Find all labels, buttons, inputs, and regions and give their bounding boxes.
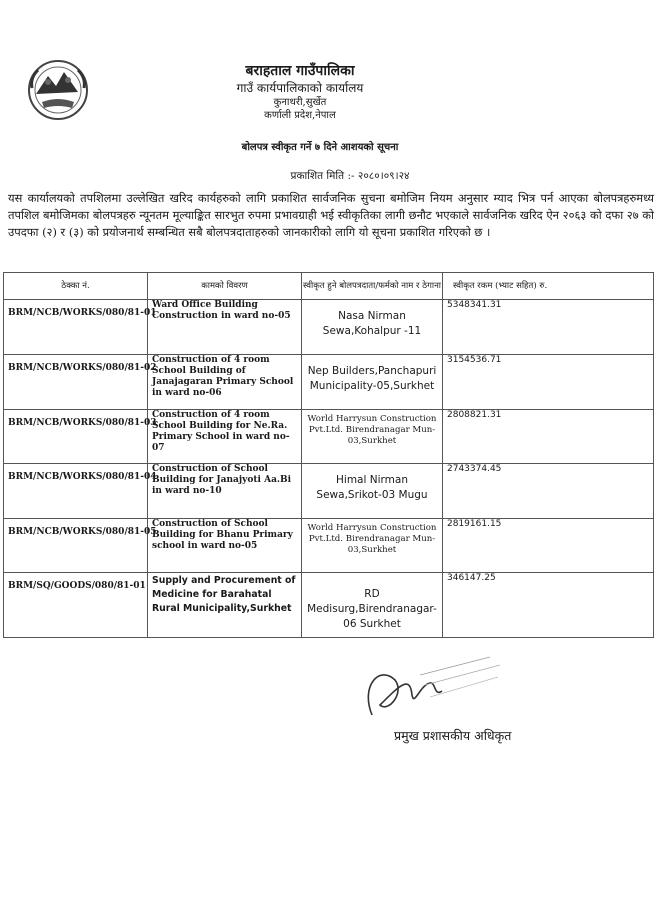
- contractor-name: World Harrysun Construction Pvt.Ltd. Birendranagar Mun-03,Surkhet: [302, 519, 443, 573]
- contractor-name: Nasa Nirman Sewa,Kohalpur -11: [302, 300, 443, 355]
- approved-amount: 2808821.31: [443, 410, 654, 464]
- work-description: Construction of 4 room School Building of Janajagaran Primary School in ward no-06: [148, 355, 302, 410]
- work-description: Construction of School Building for Janajyoti Aa.Bi in ward no-10: [148, 464, 302, 519]
- contractor-name: Nep Builders,Panchapuri Municipality-05,Surkhet: [302, 355, 443, 410]
- approved-amount: 2819161.15: [443, 519, 654, 573]
- table-header-row: [4, 273, 654, 300]
- office-name: गाउँ कार्यपालिकाको कार्यालय: [236, 81, 364, 95]
- table-row: [4, 355, 654, 410]
- contractor-name: World Harrysun Construction Pvt.Ltd. Birendranagar Mun-03,Surkhet: [302, 410, 443, 464]
- contract-ref: BRM/NCB/WORKS/080/81-04: [4, 464, 148, 519]
- approved-amount: 3154536.71: [443, 355, 654, 410]
- contract-ref: BRM/NCB/WORKS/080/81-03: [4, 410, 148, 464]
- table-row: [4, 573, 654, 638]
- work-description: Supply and Procurement of Medicine for Barahatal Rural Municipality,Surkhet: [148, 573, 302, 638]
- published-date: प्रकाशित मिति :- २०८०।०९।२४: [290, 170, 410, 182]
- header-contractor: स्वीकृत हुने बोलपत्रदाता/फर्मको नाम र ठेगाना: [302, 273, 443, 300]
- approved-amount: 2743374.45: [443, 464, 654, 519]
- contractor-name: RD Medisurg,Birendranagar-06 Surkhet: [302, 573, 443, 638]
- header-contract-no: ठेक्का नं.: [4, 273, 148, 300]
- contract-ref: BRM/NCB/WORKS/080/81-05: [4, 519, 148, 573]
- work-description: Construction of 4 room School Building for Ne.Ra. Primary School in ward no-07: [148, 410, 302, 464]
- signer-title: प्रमुख प्रशासकीय अधिकृत: [394, 728, 512, 743]
- table-row: [4, 300, 654, 355]
- office-province: कर्णाली प्रदेश,नेपाल: [264, 110, 336, 121]
- notice-title: बोलपत्र स्वीकृत गर्ने ७ दिने आशयको सूचना: [241, 142, 399, 153]
- notice-body: यस कार्यालयको तपशिलमा उल्लेखित खरिद कार्यहरुको लागि प्रकाशित सार्वजनिक सुचना बमोजिम नियम अनुसार म्याद भित्र पर्न आएका बोलपत्रहरुमध्य तपशिल बमोजिमका बोलपत्रहरु न्यूनतम मूल्याङ्कित सारभुत रुपमा प्रभावग्राही भई स्वीकृतिका लागी छनौट भएकाले सार्वजनिक खरिद ऐन २०६३ को दफा २७ को उपदफा (२) र (३) को प्रयोजनार्थ सम्बन्धित सबै बोलपत्रदाताहरुको जानकारीको लागि यो सूचना प्रकाशित गरिएको छ ।: [8, 191, 654, 239]
- municipality-name: बराहताल गाउँपालिका: [245, 63, 355, 79]
- office-location: कुनाथरी,सुर्खेत: [273, 97, 327, 108]
- letterhead: [150, 62, 450, 122]
- handwritten-signature: [350, 645, 510, 735]
- work-description: Construction of School Building for Bhanu Primary school in ward no-05: [148, 519, 302, 573]
- contract-ref: BRM/SQ/GOODS/080/81-01: [4, 573, 148, 638]
- table-row: [4, 519, 654, 573]
- approved-amount: 5348341.31: [443, 300, 654, 355]
- contractor-name: Himal Nirman Sewa,Srikot-03 Mugu: [302, 464, 443, 519]
- nepal-emblem-logo: [26, 58, 90, 122]
- award-table: [3, 272, 654, 638]
- table-row: [4, 410, 654, 464]
- approved-amount: 346147.25: [443, 573, 654, 638]
- header-work-desc: कामको विवरण: [148, 273, 302, 300]
- contract-ref: BRM/NCB/WORKS/080/81-02: [4, 355, 148, 410]
- header-amount: स्वीकृत रकम (भ्याट सहित) रु.: [443, 273, 654, 300]
- work-description: Ward Office Building Construction in ward no-05: [148, 300, 302, 355]
- contract-ref: BRM/NCB/WORKS/080/81-01: [4, 300, 148, 355]
- table-row: [4, 464, 654, 519]
